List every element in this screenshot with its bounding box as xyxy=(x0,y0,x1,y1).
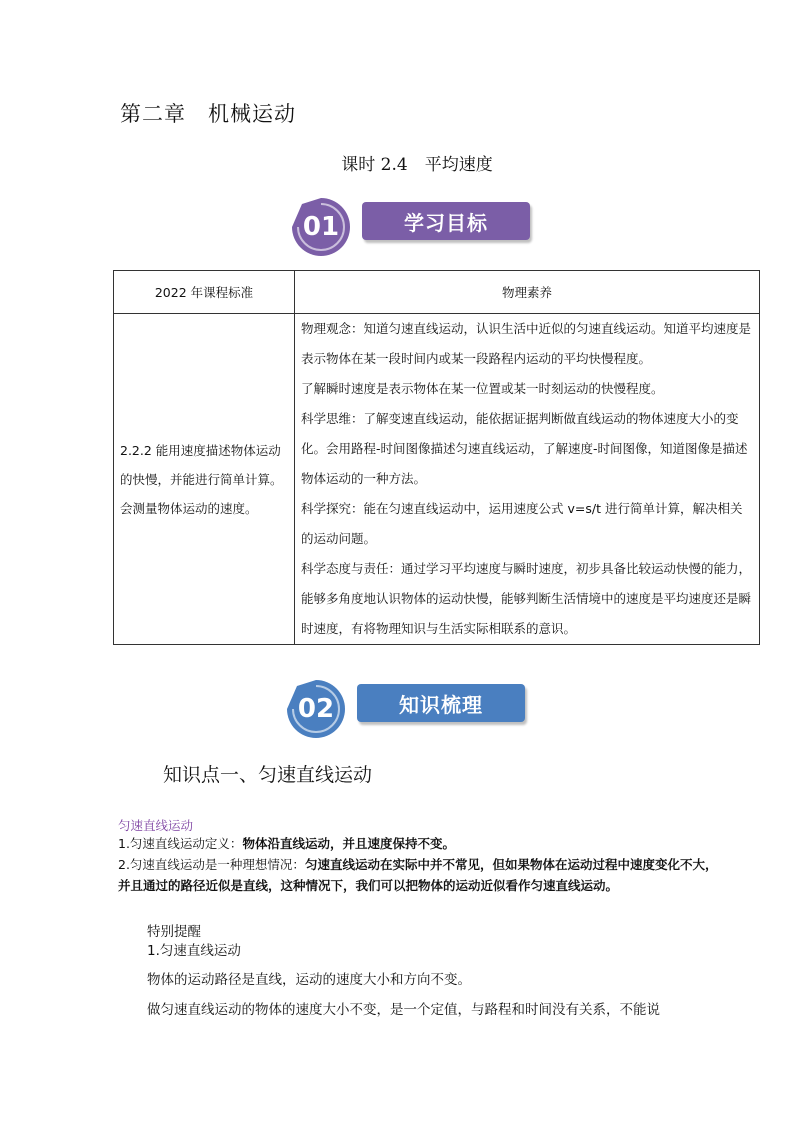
table-header-row xyxy=(114,271,760,314)
section-number: 02 xyxy=(297,694,335,724)
definition-item xyxy=(118,833,718,854)
literacy-para: 科学思维：了解变速直线运动，能依据证据判断做直线运动的物体速度大小的变化。会用路程-时间图像描述匀速直线运动，了解速度-时间图像，知道图像是描述物体运动的一种方法。 xyxy=(301,411,748,486)
reminder-title: 特别提醒 xyxy=(147,924,201,940)
reminder-paragraph: 物体的运动路径是直线，运动的速度大小和方向不变。 xyxy=(147,972,471,988)
section-number: 01 xyxy=(302,212,340,242)
lesson-title: 课时 2.4 平均速度 xyxy=(341,155,493,175)
literacy-para: 科学探究：能在匀速直线运动中，运用速度公式 v=s/t 进行简单计算，解决相关的运动问题。 xyxy=(301,501,743,546)
goals-table xyxy=(113,270,760,645)
table-row xyxy=(114,314,760,645)
reminder-paragraph: 做匀速直线运动的物体的速度大小不变，是一个定值，与路程和时间没有关系，不能说 xyxy=(147,1002,660,1018)
knowledge-point-title: 知识点一、匀速直线运动 xyxy=(163,764,373,786)
item-bold-text: 物体沿直线运动，并且速度保持不变。 xyxy=(242,836,455,851)
section-title: 学习目标 xyxy=(362,202,530,240)
section-title: 知识梳理 xyxy=(357,684,525,722)
item-prefix: 2.匀速直线运动是一种理想情况： xyxy=(118,857,305,872)
literacy-cell xyxy=(295,314,760,645)
item-prefix: 1.匀速直线运动定义： xyxy=(118,836,243,851)
literacy-para: 了解瞬时速度是表示物体在某一位置或某一时刻运动的快慢程度。 xyxy=(301,381,664,396)
standard-cell: 2.2.2 能用速度描述物体运动的快慢，并能进行简单计算。会测量物体运动的速度。 xyxy=(114,314,295,645)
item-bold-text: 匀速直线运动在实际中并不常见，但如果物体在运动过程中速度变化不大，并且通过的路径近似是直线，这种情况下，我们可以把物体的运动近似看作匀速直线运动。 xyxy=(118,857,718,893)
reminder-subtitle: 1.匀速直线运动 xyxy=(147,943,241,959)
topic-label: 匀速直线运动 xyxy=(118,818,194,833)
section-badge-knowledge xyxy=(285,678,535,740)
literacy-para: 物理观念：知道匀速直线运动，认识生活中近似的匀速直线运动。知道平均速度是表示物体在某一段时间内或某一段路程内运动的平均快慢程度。 xyxy=(301,321,752,366)
section-badge-goals xyxy=(290,196,540,258)
col-standard-header: 2022 年课程标准 xyxy=(114,271,295,314)
literacy-para: 科学态度与责任：通过学习平均速度与瞬时速度，初步具备比较运动快慢的能力，能够多角度地认识物体的运动快慢，能够判断生活情境中的速度是平均速度还是瞬时速度，有将物理知识与生活实际相联系的意识。 xyxy=(301,561,752,636)
col-literacy-header: 物理素养 xyxy=(295,271,760,314)
chapter-title: 第二章 机械运动 xyxy=(120,102,296,126)
ideal-case-item xyxy=(118,854,718,896)
